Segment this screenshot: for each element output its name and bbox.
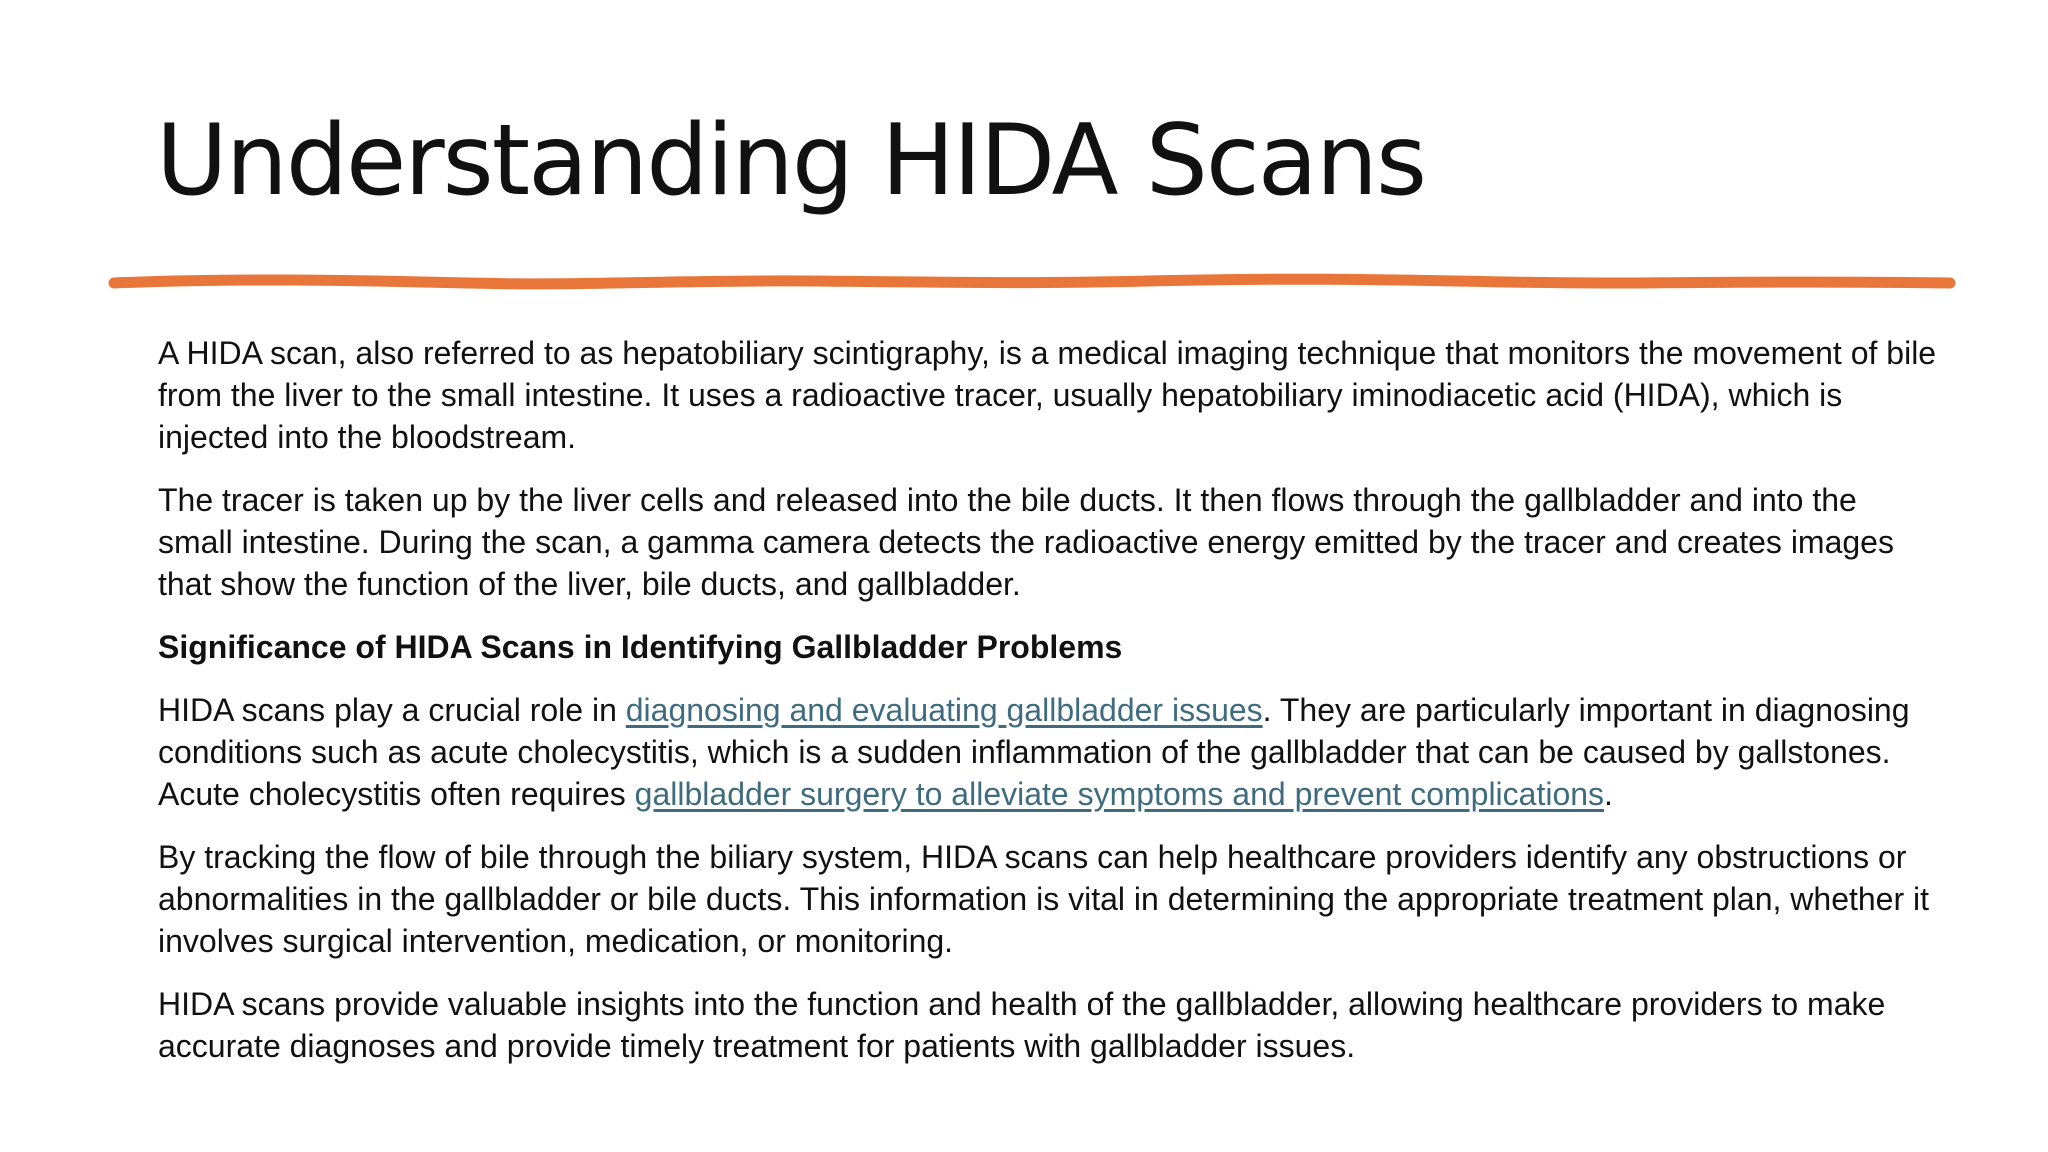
paragraph-intro: A HIDA scan, also referred to as hepatobiliary scintigraphy, is a medical imaging technique that monitors the movement of bile from the liver to the small intestine. It uses a radioactive tracer, usually hepatobiliary iminodiacetic acid (HIDA), which is injected into the bloodstream. [158, 335, 1937, 455]
paragraph-text: HIDA scans play a crucial role in [158, 692, 626, 728]
paragraph-text: . They are particularly important in diagnosing conditions such as acute cholecystitis, which is a sudden inflammation of the gallbladder that can be caused by gallstones. Acute cholecystitis often requires [158, 692, 1910, 812]
paragraph-text: . [1604, 776, 1613, 812]
link-diagnosing-gallbladder-issues[interactable]: diagnosing and evaluating gallbladder issues [625, 692, 1263, 728]
link-gallbladder-surgery[interactable]: gallbladder surgery to alleviate symptoms and prevent complications [634, 776, 1605, 812]
paragraph-conclusion: HIDA scans provide valuable insights into the function and health of the gallbladder, allowing healthcare providers to make accurate diagnoses and provide timely treatment for patients with gallbladder issues. [158, 986, 1886, 1064]
paragraph-significance [158, 689, 1938, 815]
slide-title: Understanding HIDA Scans [156, 104, 1426, 218]
paragraph-tracking: By tracking the flow of bile through the biliary system, HIDA scans can help healthcare providers identify any obstructions or abnormalities in the gallbladder or bile ducts. This information is vital in determining the appropriate treatment plan, whether it involves surgical intervention, medication, or monitoring. [158, 839, 1930, 959]
title-divider-stroke [108, 268, 1956, 298]
paragraph-tracer: The tracer is taken up by the liver cells and released into the bile ducts. It then flows through the gallbladder and into the small intestine. During the scan, a gamma camera detects the radioactive energy emitted by the tracer and creates images that show the function of the liver, bile ducts, and gallbladder. [158, 482, 1894, 602]
slide-body [158, 332, 1938, 1088]
section-heading: Significance of HIDA Scans in Identifying Gallbladder Problems [158, 629, 1123, 665]
